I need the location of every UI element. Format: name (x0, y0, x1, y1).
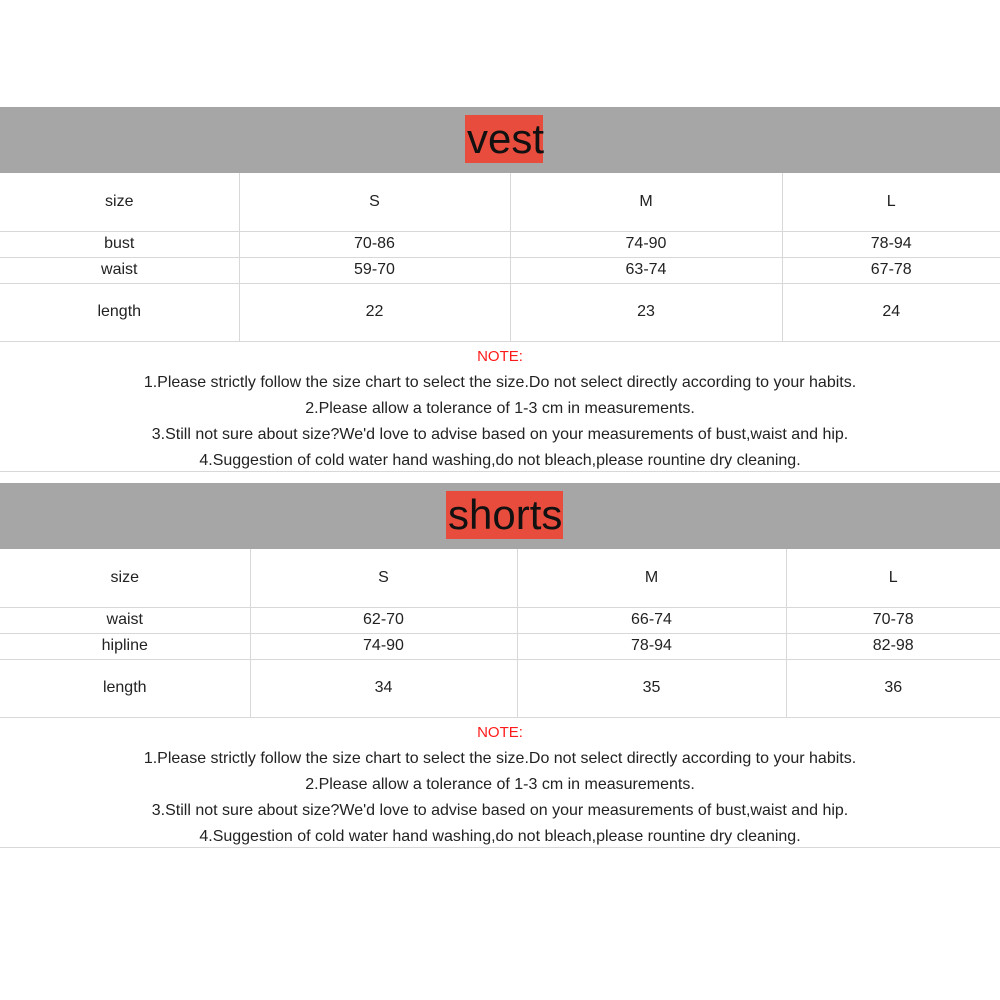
row-label: length (0, 659, 250, 717)
vest-notes (0, 342, 1000, 472)
header-cell: S (239, 173, 510, 231)
table-row (0, 257, 1000, 283)
table-cell: 35 (517, 659, 786, 717)
row-label: waist (0, 257, 239, 283)
table-row (0, 659, 1000, 717)
table-cell: 66-74 (517, 607, 786, 633)
header-cell: L (782, 173, 1000, 231)
row-label: bust (0, 231, 239, 257)
table-cell: 70-78 (786, 607, 1000, 633)
table-cell: 82-98 (786, 633, 1000, 659)
table-cell: 63-74 (510, 257, 782, 283)
header-cell: S (250, 549, 517, 607)
note-title: NOTE: (477, 723, 523, 741)
vest-size-table (0, 173, 1000, 342)
shorts-header-band (0, 483, 1000, 549)
table-row (0, 633, 1000, 659)
table-row (0, 231, 1000, 257)
row-label: hipline (0, 633, 250, 659)
table-cell: 24 (782, 283, 1000, 341)
table-cell: 23 (510, 283, 782, 341)
note-title: NOTE: (477, 347, 523, 365)
note-line: 2.Please allow a tolerance of 1-3 cm in measurements. (305, 399, 695, 417)
table-cell: 36 (786, 659, 1000, 717)
table-cell: 59-70 (239, 257, 510, 283)
shorts-size-section (0, 483, 1000, 848)
header-cell: size (0, 173, 239, 231)
note-line: 1.Please strictly follow the size chart to select the size.Do not select directly according to your habits. (143, 373, 857, 391)
row-label: length (0, 283, 239, 341)
shorts-title: shorts (448, 491, 563, 538)
note-line: 1.Please strictly follow the size chart to select the size.Do not select directly according to your habits. (143, 749, 857, 767)
note-line: 3.Still not sure about size?We'd love to advise based on your measurements of bust,waist and hip. (151, 801, 849, 819)
table-cell: 74-90 (510, 231, 782, 257)
table-cell: 34 (250, 659, 517, 717)
note-line: 3.Still not sure about size?We'd love to advise based on your measurements of bust,waist and hip. (151, 425, 849, 443)
shorts-notes (0, 718, 1000, 848)
shorts-size-table (0, 549, 1000, 718)
table-cell: 67-78 (782, 257, 1000, 283)
table-cell: 78-94 (517, 633, 786, 659)
table-cell: 78-94 (782, 231, 1000, 257)
vest-header-band (0, 107, 1000, 173)
header-cell: M (517, 549, 786, 607)
header-cell: size (0, 549, 250, 607)
table-header-row (0, 549, 1000, 607)
note-line: 4.Suggestion of cold water hand washing,do not bleach,please rountine dry cleaning. (199, 827, 801, 845)
table-cell: 22 (239, 283, 510, 341)
table-cell: 74-90 (250, 633, 517, 659)
vest-title: vest (467, 115, 545, 162)
table-row (0, 607, 1000, 633)
row-label: waist (0, 607, 250, 633)
header-cell: L (786, 549, 1000, 607)
table-cell: 70-86 (239, 231, 510, 257)
note-line: 2.Please allow a tolerance of 1-3 cm in measurements. (305, 775, 695, 793)
table-header-row (0, 173, 1000, 231)
table-row (0, 283, 1000, 341)
header-cell: M (510, 173, 782, 231)
note-line: 4.Suggestion of cold water hand washing,do not bleach,please rountine dry cleaning. (199, 451, 801, 469)
vest-size-section (0, 107, 1000, 472)
table-cell: 62-70 (250, 607, 517, 633)
